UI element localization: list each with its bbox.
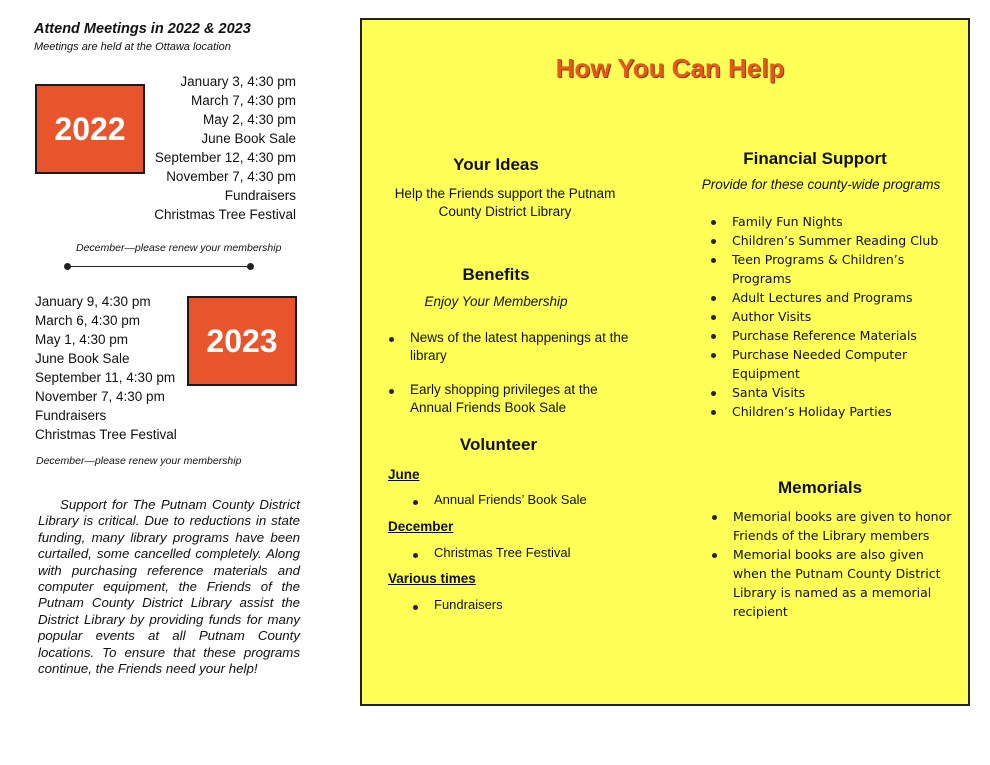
list-item: Purchase Reference Materials	[708, 326, 948, 345]
volunteer-various-label: Various times	[388, 571, 476, 586]
list-item: Teen Programs & Children’s Programs	[708, 250, 948, 288]
financial-subtitle: Provide for these county-wide programs	[701, 177, 941, 192]
meetings-title: Attend Meetings in 2022 & 2023	[34, 21, 251, 37]
divider-dot-right	[247, 263, 254, 270]
list-item: Memorial books are given to honor Friends of the Library members	[709, 507, 954, 545]
schedule-item: January 9, 4:30 pm	[35, 294, 151, 309]
schedule-item: Fundraisers	[35, 408, 107, 423]
schedule-item: September 12, 4:30 pm	[154, 150, 296, 165]
list-item: Annual Friends’ Book Sale	[410, 492, 587, 507]
schedule-item: March 6, 4:30 pm	[35, 313, 141, 328]
list-item: Family Fun Nights	[708, 212, 948, 231]
benefits-list	[386, 329, 636, 417]
panel-title: How You Can Help	[555, 53, 785, 83]
support-paragraph: Support for The Putnam County District Library is critical. Due to reductions in state funding, many library programs have been curtailed, some cancelled completely. Along with purchasing reference materials and computer equipment, the Friends of the Putnam County District Library assist the District Library by providing funds for many popular events at all Putnam County locations. To ensure that these programs continue, the Friends need your help!	[38, 497, 300, 677]
benefits-subtitle: Enjoy Your Membership	[424, 294, 568, 309]
schedule-item: May 2, 4:30 pm	[202, 112, 296, 127]
schedule-2022	[130, 72, 296, 224]
volunteer-june-label: June	[388, 467, 420, 482]
schedule-item: May 1, 4:30 pm	[35, 332, 129, 347]
list-item: Children’s Holiday Parties	[708, 402, 948, 421]
volunteer-various-item	[410, 597, 503, 612]
schedule-item: January 3, 4:30 pm	[180, 74, 296, 89]
year-2023-badge: 2023	[187, 296, 297, 386]
list-item: News of the latest happenings at the library	[386, 329, 636, 365]
schedule-item: Christmas Tree Festival	[35, 427, 177, 442]
renew-note-2023: December—please renew your membership	[36, 455, 242, 467]
schedule-item: June Book Sale	[35, 351, 130, 366]
benefits-heading: Benefits	[462, 265, 530, 284]
list-item: Children’s Summer Reading Club	[708, 231, 948, 250]
list-item: Fundraisers	[410, 597, 503, 612]
volunteer-june-item	[410, 492, 587, 507]
list-item: Santa Visits	[708, 383, 948, 402]
schedule-item: November 7, 4:30 pm	[35, 389, 165, 404]
schedule-item: March 7, 4:30 pm	[190, 93, 296, 108]
ideas-heading: Your Ideas	[453, 155, 539, 174]
memorials-heading: Memorials	[777, 478, 863, 497]
divider-line	[67, 266, 251, 267]
volunteer-heading: Volunteer	[459, 435, 538, 454]
list-item: Purchase Needed Computer Equipment	[708, 345, 948, 383]
year-2022-badge: 2022	[35, 84, 145, 174]
list-item: Christmas Tree Festival	[410, 545, 571, 560]
volunteer-december-label: December	[388, 519, 454, 534]
list-item: Memorial books are also given when the Putnam County District Library is named as a memorial recipient	[709, 545, 954, 621]
financial-list	[708, 212, 948, 421]
list-item: Adult Lectures and Programs	[708, 288, 948, 307]
volunteer-december-item	[410, 545, 571, 560]
meetings-subtitle: Meetings are held at the Ottawa location	[34, 41, 231, 53]
schedule-item: November 7, 4:30 pm	[166, 169, 296, 184]
renew-note-2022: December—please renew your membership	[76, 242, 282, 254]
list-item: Author Visits	[708, 307, 948, 326]
schedule-item: Christmas Tree Festival	[154, 207, 296, 222]
list-item: Early shopping privileges at the Annual Friends Book Sale	[386, 381, 636, 417]
schedule-item: Fundraisers	[224, 188, 296, 203]
memorials-list	[709, 507, 954, 621]
ideas-text: Help the Friends support the Putnam County District Library	[394, 186, 616, 219]
financial-heading: Financial Support	[743, 149, 887, 168]
schedule-item: September 11, 4:30 pm	[35, 370, 176, 385]
schedule-item: June Book Sale	[201, 131, 296, 146]
